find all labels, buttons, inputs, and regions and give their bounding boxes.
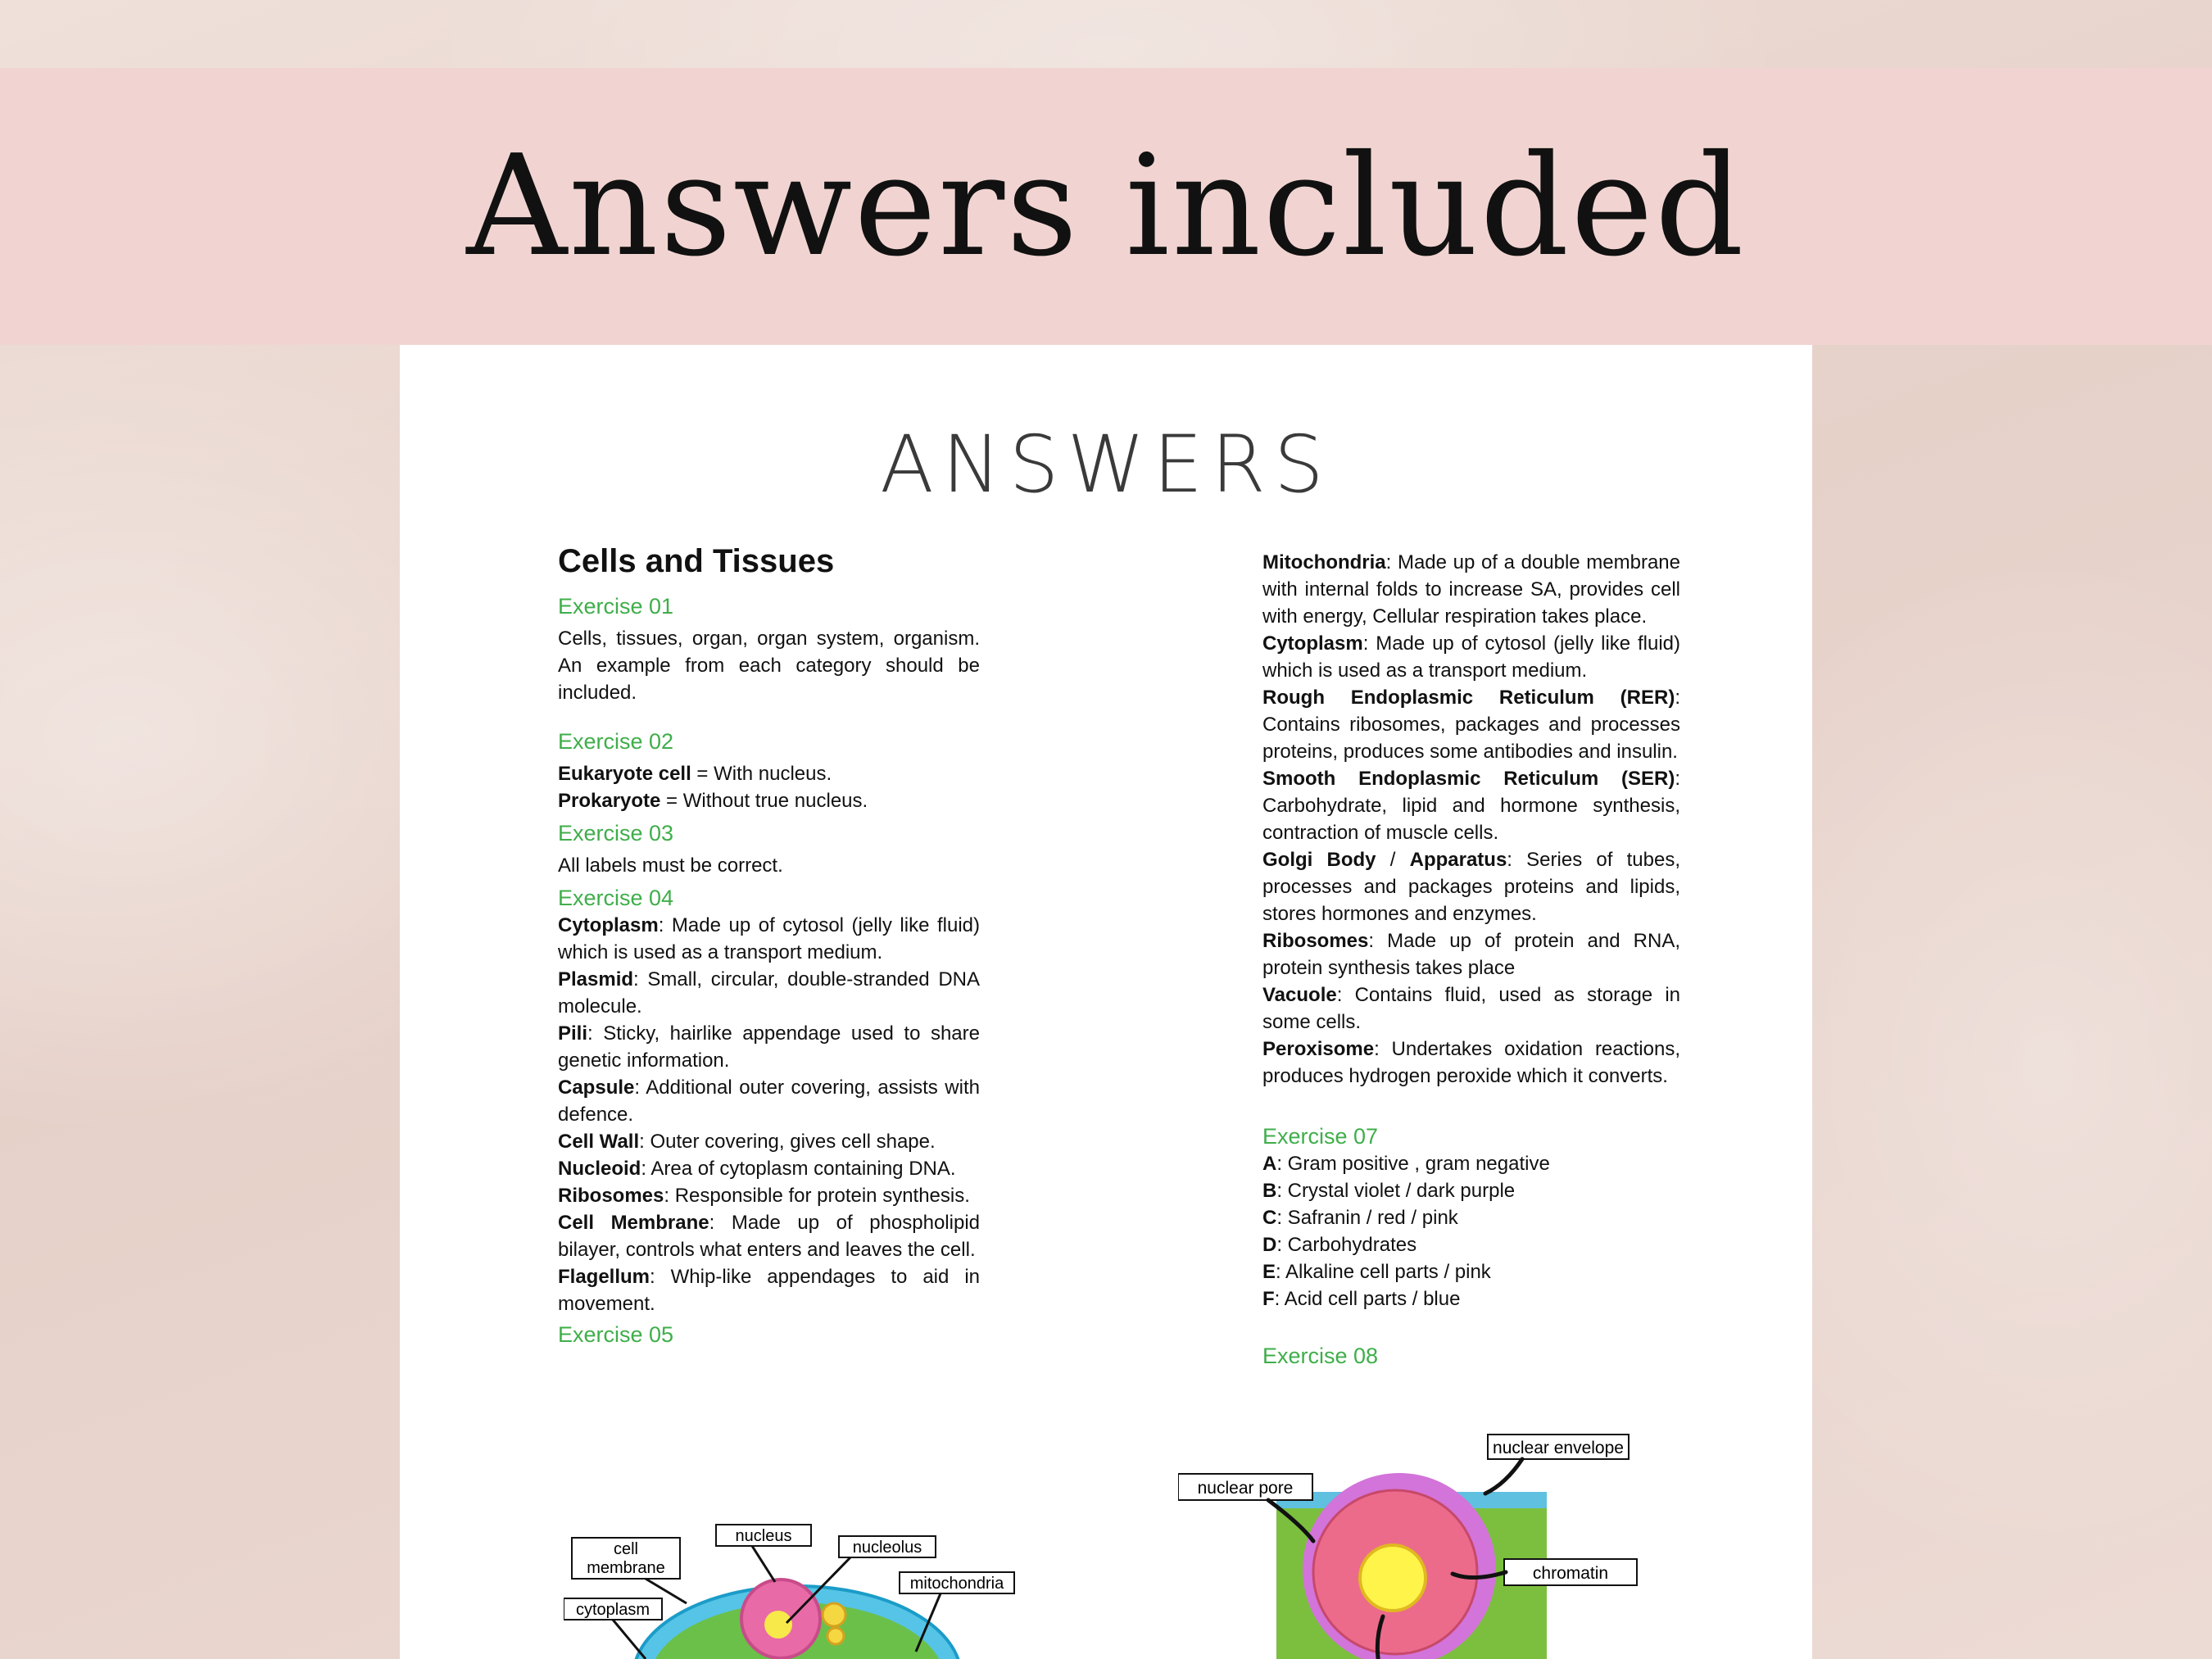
exercise-04-item: Flagellum: Whip-like appendages to aid in movement. [558,1266,980,1315]
exercise-07-label: Exercise 07 [1262,1124,1379,1149]
exercise-04-item: Pili: Sticky, hairlike appendage used to share genetic information. [558,1022,980,1072]
label-nuclear-pore: nuclear pore [1197,1479,1294,1498]
exercise-07-item: A: Gram positive , gram negative [1262,1153,1550,1175]
exercise-02-item: Prokaryote = Without true nucleus. [558,790,868,812]
exercise-07-item: F: Acid cell parts / blue [1262,1288,1461,1310]
right-column [1262,549,1680,1375]
exercise-04-item: Plasmid: Small, circular, double-stranded DNA molecule. [558,968,980,1018]
vesicle-shape [823,1603,845,1626]
animal-cell-diagram [564,1500,1039,1659]
section-heading: Cells and Tissues [558,543,835,579]
exercise-05-label: Exercise 05 [558,1322,674,1347]
page-title: ANSWERS [880,419,1332,510]
exercise-03-label: Exercise 03 [558,821,674,845]
label-mitochondria: mitochondria [909,1575,1004,1593]
exercise-06-item: Vacuole: Contains fluid, used as storage in some cells. [1262,984,1680,1033]
worksheet-page [400,345,1812,1659]
exercise-07-item: E: Alkaline cell parts / pink [1262,1261,1491,1283]
label-chromatin: chromatin [1532,1564,1609,1583]
exercise-02-item: Eukaryote cell = With nucleus. [558,763,832,785]
exercise-08-label: Exercise 08 [1262,1344,1379,1368]
exercise-04-item: Cell Membrane: Made up of phospholipid bilayer, controls what enters and leaves the cell. [558,1212,980,1261]
arrow [1485,1459,1522,1494]
exercise-04-item: Cell Wall: Outer covering, gives cell shape. [558,1131,936,1153]
label-cytoplasm: cytoplasm [575,1601,650,1619]
banner-title: Answers included [466,125,1746,288]
exercise-04-item: Cytoplasm: Made up of cytosol (jelly like fluid) which is used as a transport medium. [558,914,980,963]
exercise-04-item: Capsule: Additional outer covering, assists with defence. [558,1077,980,1126]
exercise-03-text: All labels must be correct. [558,854,783,877]
label-nucleus: nucleus [735,1527,792,1545]
nucleus-diagram [1178,1426,1686,1659]
leader-line [752,1546,775,1582]
exercise-06-item: Rough Endoplasmic Reticulum (RER): Contains ribosomes, packages and processes proteins, produces some antibodies and insulin. [1262,687,1680,763]
exercise-06-item: Golgi Body / Apparatus: Series of tubes, processes and packages proteins and lipids, stores hormones and enzymes. [1262,849,1680,925]
exercise-01-text: Cells, tissues, organ, organ system, organism. An example from each category should be included. [558,628,980,704]
exercise-06-item: Ribosomes: Made up of protein and RNA, protein synthesis takes place [1262,930,1680,979]
exercise-07-item: C: Safranin / red / pink [1262,1207,1458,1229]
nucleolus-shape [764,1611,792,1639]
exercise-04-item: Nucleoid: Area of cytoplasm containing DNA. [558,1158,956,1180]
vesicle-shape [827,1628,844,1644]
exercise-06-item: Cytoplasm: Made up of cytosol (jelly like fluid) which is used as a transport medium. [1262,632,1680,682]
exercise-06-item: Smooth Endoplasmic Reticulum (SER): Carbohydrate, lipid and hormone synthesis, contraction of muscle cells. [1262,768,1680,844]
label-nuclear-envelope: nuclear envelope [1493,1439,1624,1457]
exercise-06-item: Peroxisome: Undertakes oxidation reactions, produces hydrogen peroxide which it converts. [1262,1038,1680,1087]
leader-line [613,1620,646,1659]
label-cell-membrane-2: membrane [587,1559,665,1577]
label-cell-membrane-1: cell [613,1540,639,1558]
exercise-04-item: Ribosomes: Responsible for protein synthesis. [558,1185,970,1207]
left-column [558,542,980,1353]
exercise-06-item: Mitochondria: Made up of a double membrane with internal folds to increase SA, provides cell with energy, Cellular respiration takes place. [1262,551,1680,628]
exercise-07-item: B: Crystal violet / dark purple [1262,1180,1516,1202]
nucleolus-shape [1360,1545,1426,1611]
banner [0,68,2212,345]
exercise-02-label: Exercise 02 [558,729,674,754]
label-nucleolus: nucleolus [852,1539,922,1557]
exercise-04-label: Exercise 04 [558,886,674,910]
exercise-07-item: D: Carbohydrates [1262,1234,1417,1256]
exercise-01-label: Exercise 01 [558,594,674,619]
